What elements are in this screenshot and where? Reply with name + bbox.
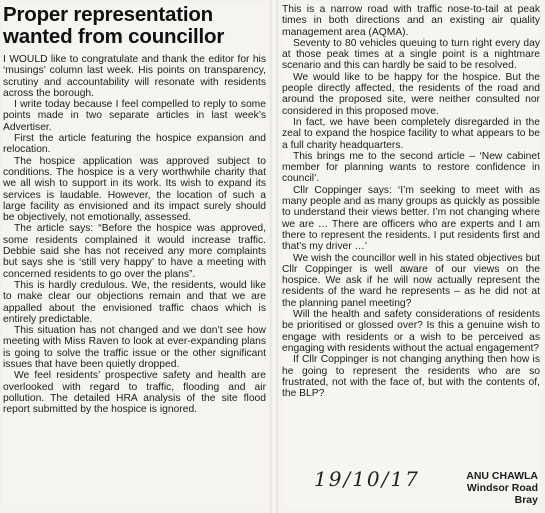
paragraph: I WOULD like to congratulate and thank the editor for his ‘musings’ column last week. His points on transparency, scrutiny and accountability will resonate with residents across the borough. (3, 54, 266, 99)
paragraph: The article says: “Before the hospice was approved, some residents complained it would increase traffic. Debbie said she has not received any more complaints but says she is ‘still very happy’ to have a meeting with concerned residents to go over the plans”. (3, 223, 266, 280)
paragraph: We wish the councillor well in his stated objectives but Cllr Coppinger is well aware of our views on the hospice. We ask if he will now actually represent the residents of the ward he represents – as he did not at the planning panel meeting? (282, 252, 540, 309)
paragraph: Cllr Coppinger says: ‘I’m seeking to meet with as many people and as many groups as quickly as possible to understand their views better. I’m not changing where we are … There are officers who are experts and I am there to represent the residents. I put residents first and that’s my driver …’ (282, 184, 540, 253)
paragraph: I write today because I feel compelled to reply to some points made in two separate articles in last week’s Advertiser. (3, 99, 266, 133)
paragraph: This situation has not changed and we don’t see how meeting with Miss Raven to look at ever-expanding plans is going to solve the traffic issue or the other significant issues that have been quietly dropped. (3, 325, 266, 371)
handwritten-date: 19/10/17 (314, 467, 420, 491)
paragraph: We would like to be happy for the hospice. But the people directly affected, the residents of the road and around the proposed site, were neither consulted nor considered in this proposed move. (282, 71, 540, 117)
paragraph: Seventy to 80 vehicles queuing to turn right every day at those peak times at a single point is a nightmare scenario and this can hardly be said to be resolved. (282, 37, 540, 72)
paragraph: This brings me to the second article – ‘New cabinet member for planning wants to restore confidence in council’. (282, 150, 540, 185)
signature-block (282, 467, 540, 510)
paragraph: The hospice application was approved subject to conditions. The hospice is a very worthwhile charity that we all wish to support in its work. Its wish to expand its services is laudable. However, the location of such a large facility as envisioned and its impact surely should be objectively, not emotionally, assessed. (3, 155, 266, 224)
right-column (282, 4, 540, 510)
headline: Proper representation wanted from councillor (3, 3, 225, 48)
paragraph: This is a narrow road with traffic nose-to-tail at peak times in both directions and an existing air quality management area (AQMA). (282, 4, 540, 38)
author-town: Bray (514, 494, 538, 506)
paragraph: First the article featuring the hospice expansion and relocation. (3, 133, 266, 156)
author-signoff (466, 470, 538, 506)
author-street: Windsor Road (466, 482, 538, 494)
paragraph: This is hardly credulous. We, the residents, would like to make clear our objections remain and that we are appalled about the envisioned traffic chaos which is entirely predictable. (3, 279, 266, 325)
paragraph: We feel residents’ prospective safety and health are overlooked with regard to traffic, flooding and air pollution. The detailed HRA analysis of the site flood report submitted by the hospice is ignored. (3, 370, 266, 416)
paragraph: If Cllr Coppinger is not changing anything then how is he going to represent the residents who are so frustrated, not with the face of, but with the contents of, the BLP? (282, 354, 540, 400)
paragraph: Will the health and safety considerations of residents be prioritised or glossed over? Is this a genuine wish to engage with residents or a wish to be perceived as engaging with residents without the actual engagement? (282, 309, 540, 354)
left-column (3, 4, 266, 510)
paragraph: In fact, we have been completely disregarded in the zeal to expand the hospice facility to what appears to be a full charity headquarters. (282, 116, 540, 151)
author-name: ANU CHAWLA (466, 470, 538, 482)
column-fold (270, 0, 278, 513)
